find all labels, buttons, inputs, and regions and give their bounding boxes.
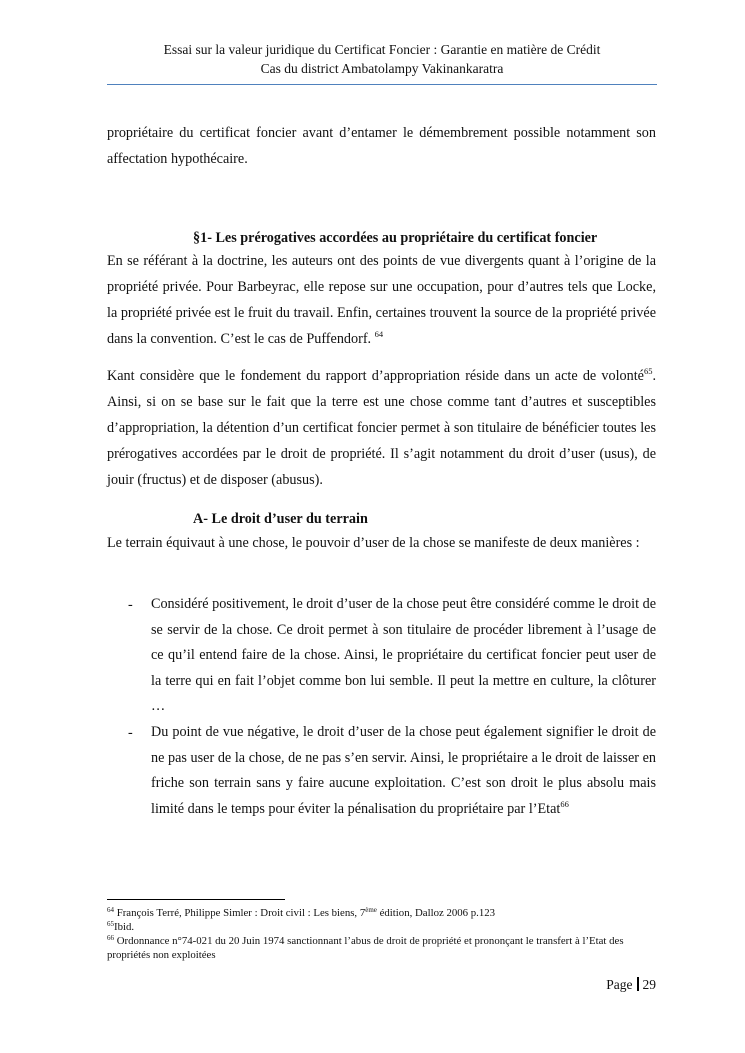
footnote-ref-64[interactable]: 64 <box>374 329 384 339</box>
footnote-65 <box>107 920 656 934</box>
footnote-65-number: 65 <box>107 920 114 928</box>
page-number <box>606 977 656 993</box>
paragraph-kant <box>107 363 656 493</box>
header-rule <box>107 84 657 85</box>
footnote-ref-65[interactable]: 65 <box>643 366 653 376</box>
section-heading-a: A- Le droit d’user du terrain <box>193 511 368 527</box>
footnote-ref-66[interactable]: 66 <box>560 798 569 809</box>
footnote-64-superscript: ème <box>365 906 377 914</box>
footnote-65-text: Ibid. <box>114 921 135 933</box>
page-number-separator <box>637 977 639 991</box>
bullet-item-2 <box>151 720 656 822</box>
footnote-64-number: 64 <box>107 906 114 914</box>
footnote-66-text: Ordonnance n°74-021 du 20 Juin 1974 sanctionnant l’abus de droit de propriété et prononçant le transfert à l’Etat des propriétés non exploitées <box>107 935 624 961</box>
kant-text-b: . Ainsi, si on se base sur le fait que la terre est une chose comme tant d’autres et susceptibles d’appropriation, la détention d’un certificat foncier permet à son titulaire de bénéficier toutes les prérogatives accordées par le droit de propriété. Il s’agit notamment du droit d’user (usus), de jouir (fructus) et de disposer (abusus). <box>107 368 656 488</box>
header-subtitle: Cas du district Ambatolampy Vakinankaratra <box>260 61 504 76</box>
bullet-item-1: Considéré positivement, le droit d’user de la chose peut être considéré comme le droit de se servir de la chose. Ce droit permet à son titulaire de procéder librement à l’usage de ce qu’il entend faire de la chose. Ainsi, le propriétaire du certificat foncier peut user de la terre qui en fait l’objet comme bon lui semble. Il peut la mettre en culture, la clôturer … <box>151 596 656 714</box>
page-label: Page <box>606 977 633 992</box>
paragraph-doctrine <box>107 248 656 352</box>
kant-text-a: Kant considère que le fondement du rapport d’appropriation réside dans un acte de volonté <box>107 368 644 384</box>
footnote-66-number: 66 <box>107 934 114 942</box>
footnote-64-text-a: François Terré, Philippe Simler : Droit civil : Les biens, 7 <box>114 907 366 919</box>
paragraph-continuation: propriétaire du certificat foncier avant d’entamer le démembrement possible notamment son affectation hypothécaire. <box>107 125 656 167</box>
doctrine-text: En se référant à la doctrine, les auteurs ont des points de vue divergents quant à l’origine de la propriété privée. Pour Barbeyrac, elle repose sur une occupation, pour d’autres tels que Locke, la propriété privée est le fruit du travail. Enfin, certaines trouvent la source de la propriété privée dans la convention. C’est le cas de Puffendorf. <box>107 253 656 347</box>
footnote-66 <box>107 934 656 962</box>
bullet-2-text: Du point de vue négative, le droit d’user de la chose peut également signifier le droit de ne pas user de la chose, de ne pas s’en servir. Ainsi, le propriétaire a le droit de laisser en friche son terrain sans y faire aucune exploitation. C’est son droit le plus absolu mais limité dans le temps pour éviter la pénalisation du propriétaire par l’Etat <box>151 724 656 817</box>
bullet-marker-1: - <box>128 597 133 613</box>
footnote-separator <box>107 899 285 900</box>
section-heading-1: §1- Les prérogatives accordées au propriétaire du certificat foncier <box>193 230 598 246</box>
page-number-value: 29 <box>642 977 656 992</box>
bullet-marker-2: - <box>128 725 133 741</box>
header-title: Essai sur la valeur juridique du Certificat Foncier : Garantie en matière de Crédit <box>163 42 601 57</box>
paragraph-intro: Le terrain équivaut à une chose, le pouvoir d’user de la chose se manifeste de deux manières : <box>107 535 640 551</box>
footnote-64 <box>107 906 656 920</box>
footnote-64-text-b: édition, Dalloz 2006 p.123 <box>376 907 496 919</box>
running-header <box>107 40 657 78</box>
